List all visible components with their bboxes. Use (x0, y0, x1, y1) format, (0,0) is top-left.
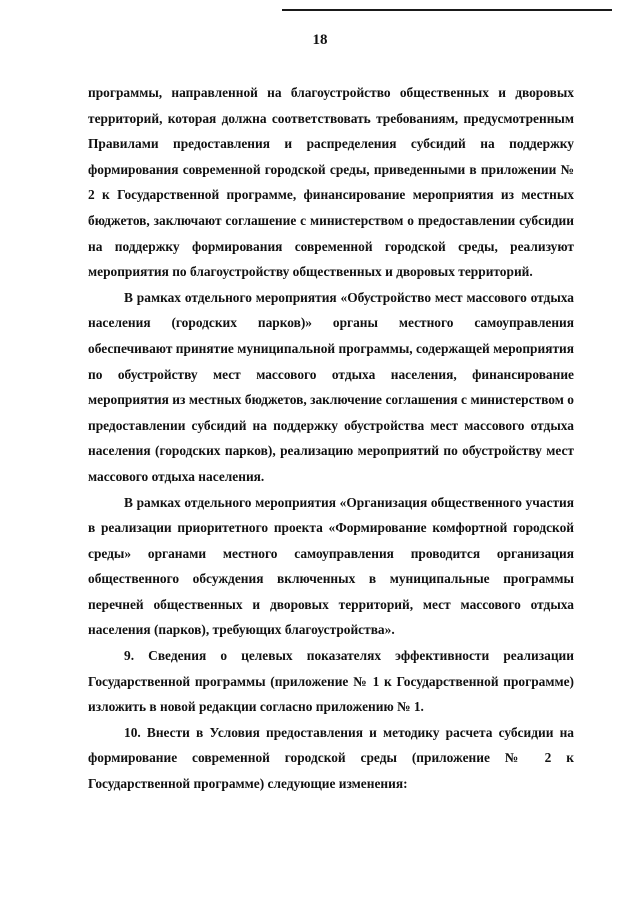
paragraph-item-10: 10. Внести в Условия предоставления и методику расчета субсидии на формирование современной городской среды (приложение № 2 к Государственной программе) следующие изменения: (88, 724, 574, 792)
paragraph-parks-measure: В рамках отдельного мероприятия «Обустройство мест массового отдыха населения (городских парков)» органы местного самоуправления обеспечивают принятие муниципальной программы, содержащей мероприятия по обустройству мест массового отдыха населения, финансирование мероприятия из местных бюджетов, заключение соглашения с министерством о предоставлении субсидий на поддержку обустройства мест массового отдыха населения (городских парков), реализацию мероприятий по обустройству мест массового отдыха населения. (88, 289, 574, 484)
page-number: 18 (312, 32, 328, 48)
paragraph-continuation: программы, направленной на благоустройство общественных и дворовых территорий, которая должна соответствовать требованиям, предусмотренным Правилами предоставления и распределения субсидий на поддержку формирования современной городской среды, приведенными в приложении № 2 к Государственной программе, финансирование мероприятия из местных бюджетов, заключают соглашение с министерством о предоставлении субсидии на поддержку формирования современной городской среды, реализуют мероприятия по благоустройству общественных и дворовых территорий. (88, 85, 574, 280)
header-rule (282, 9, 612, 11)
paragraph-public-participation: В рамках отдельного мероприятия «Организация общественного участия в реализации приоритетного проекта «Формирование комфортной городской среды» органами местного самоуправления проводится организация общественного обсуждения включенных в муниципальные программы перечней общественных и дворовых территорий, мест массового отдыха населения (парков), требующих благоустройства». (88, 494, 574, 638)
document-body (88, 80, 574, 797)
paragraph-item-9: 9. Сведения о целевых показателях эффективности реализации Государственной программы (приложение № 1 к Государственной программе) изложить в новой редакции согласно приложению № 1. (88, 648, 574, 715)
